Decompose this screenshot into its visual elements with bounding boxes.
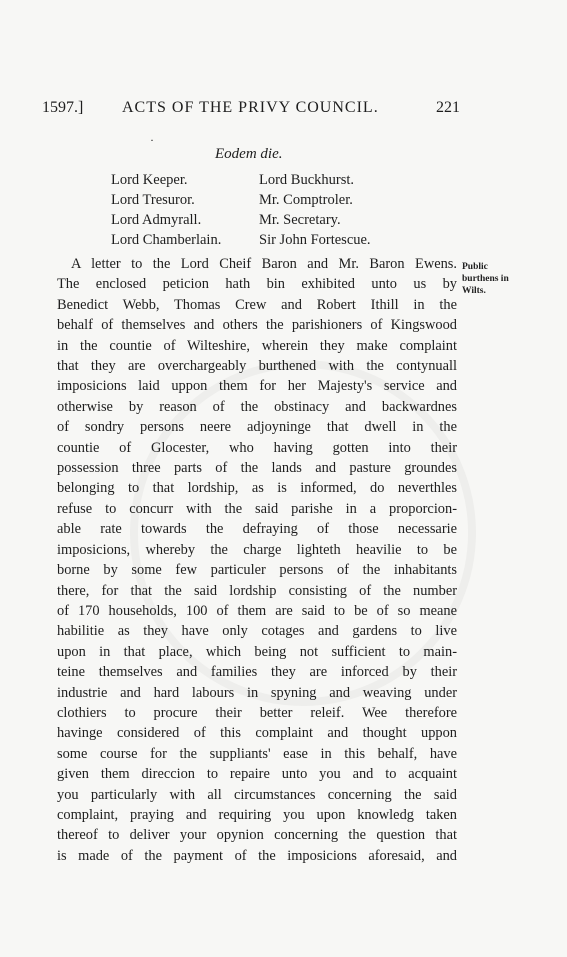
text-line: habilitie as they have only cotages and gardens to live	[57, 623, 457, 640]
text-line: there, for that the said lordship consisting of the number	[57, 582, 457, 599]
text-line: clothiers to procure their better releif. Wee therefore	[57, 704, 457, 721]
attendance-row	[111, 192, 411, 212]
text-line: possession three parts of the lands and pasture groundes	[57, 460, 457, 477]
header-title: ACTS OF THE PRIVY COUNCIL.	[122, 99, 379, 116]
attendance-row	[111, 172, 411, 192]
text-line: thereof to deliver your opynion concerning the question that	[57, 827, 457, 844]
attendee-left: Lord Admyrall.	[111, 212, 202, 228]
text-line: upon in that place, which being not sufficient to main-	[57, 643, 457, 660]
attendee-right: Mr. Secretary.	[259, 212, 341, 228]
letter-body	[57, 254, 457, 866]
text-line: The enclosed peticion hath bin exhibited unto us by	[57, 276, 457, 293]
margin-note-line: burthens in	[462, 274, 509, 284]
text-line: refuse to concurr with the said parishe in a proporcion-	[57, 500, 457, 517]
header-year: 1597.]	[42, 99, 84, 116]
text-line: able rate towards the defraying of those necessarie	[57, 521, 457, 538]
text-line: behalf of themselves and others the parishioners of Kingswood	[57, 317, 457, 334]
stray-mark: ·	[150, 133, 154, 147]
text-line: A letter to the Lord Cheif Baron and Mr. Baron Ewens.	[71, 256, 457, 272]
attendee-right: Sir John Fortescue.	[259, 232, 371, 248]
text-line: complaint, praying and requiring you upon knowledg taken	[57, 806, 457, 823]
text-line: havinge considered of this complaint and thought uppon	[57, 725, 457, 742]
text-line: that they are overchargeably burthened with the contynuall	[57, 358, 457, 375]
text-line: borne by some few particuler persons of the inhabitants	[57, 562, 457, 579]
attendee-right: Mr. Comptroler.	[259, 192, 353, 208]
text-line: teine themselves and families they are inforced by their	[57, 664, 457, 681]
text-line: imposicions, whereby the charge lighteth heavilie to be	[57, 541, 457, 558]
attendance-list	[111, 172, 411, 252]
text-line: is made of the payment of the imposicions aforesaid, and	[57, 847, 457, 864]
attendance-row	[111, 212, 411, 232]
margin-note-line: Wilts.	[462, 286, 486, 296]
attendance-row	[111, 232, 411, 252]
attendee-left: Lord Chamberlain.	[111, 232, 222, 248]
text-line: countie of Glocester, who having gotten into their	[57, 439, 457, 456]
running-header	[42, 99, 460, 119]
text-line: Benedict Webb, Thomas Crew and Robert Ithill in the	[57, 296, 457, 313]
margin-note-line: Public	[462, 262, 488, 272]
text-line: otherwise by reason of the obstinacy and backwardnes	[57, 398, 457, 415]
text-line: belonging to that lordship, as is informed, do neverthles	[57, 480, 457, 497]
text-line: you particularly with all circumstances concerning the said	[57, 786, 457, 803]
text-line: of sondry persons neere adjoyninge that dwell in the	[57, 419, 457, 436]
text-line: industrie and hard labours in spyning and weaving under	[57, 684, 457, 701]
text-line: given them direccion to repaire unto you and to acquaint	[57, 766, 457, 783]
text-line: in the countie of Wilteshire, wherein they make complaint	[57, 337, 457, 354]
text-line: some course for the suppliants' ease in this behalf, have	[57, 745, 457, 762]
margin-note	[462, 261, 552, 297]
attendee-right: Lord Buckhurst.	[259, 172, 355, 188]
date-heading: Eodem die.	[215, 146, 283, 162]
attendee-left: Lord Keeper.	[111, 172, 188, 188]
text-line: imposicions laid uppon them for her Majesty's service and	[57, 378, 457, 395]
page-number: 221	[436, 99, 460, 116]
text-line: of 170 households, 100 of them are said to be of so meane	[57, 602, 457, 619]
attendee-left: Lord Tresuror.	[111, 192, 195, 208]
